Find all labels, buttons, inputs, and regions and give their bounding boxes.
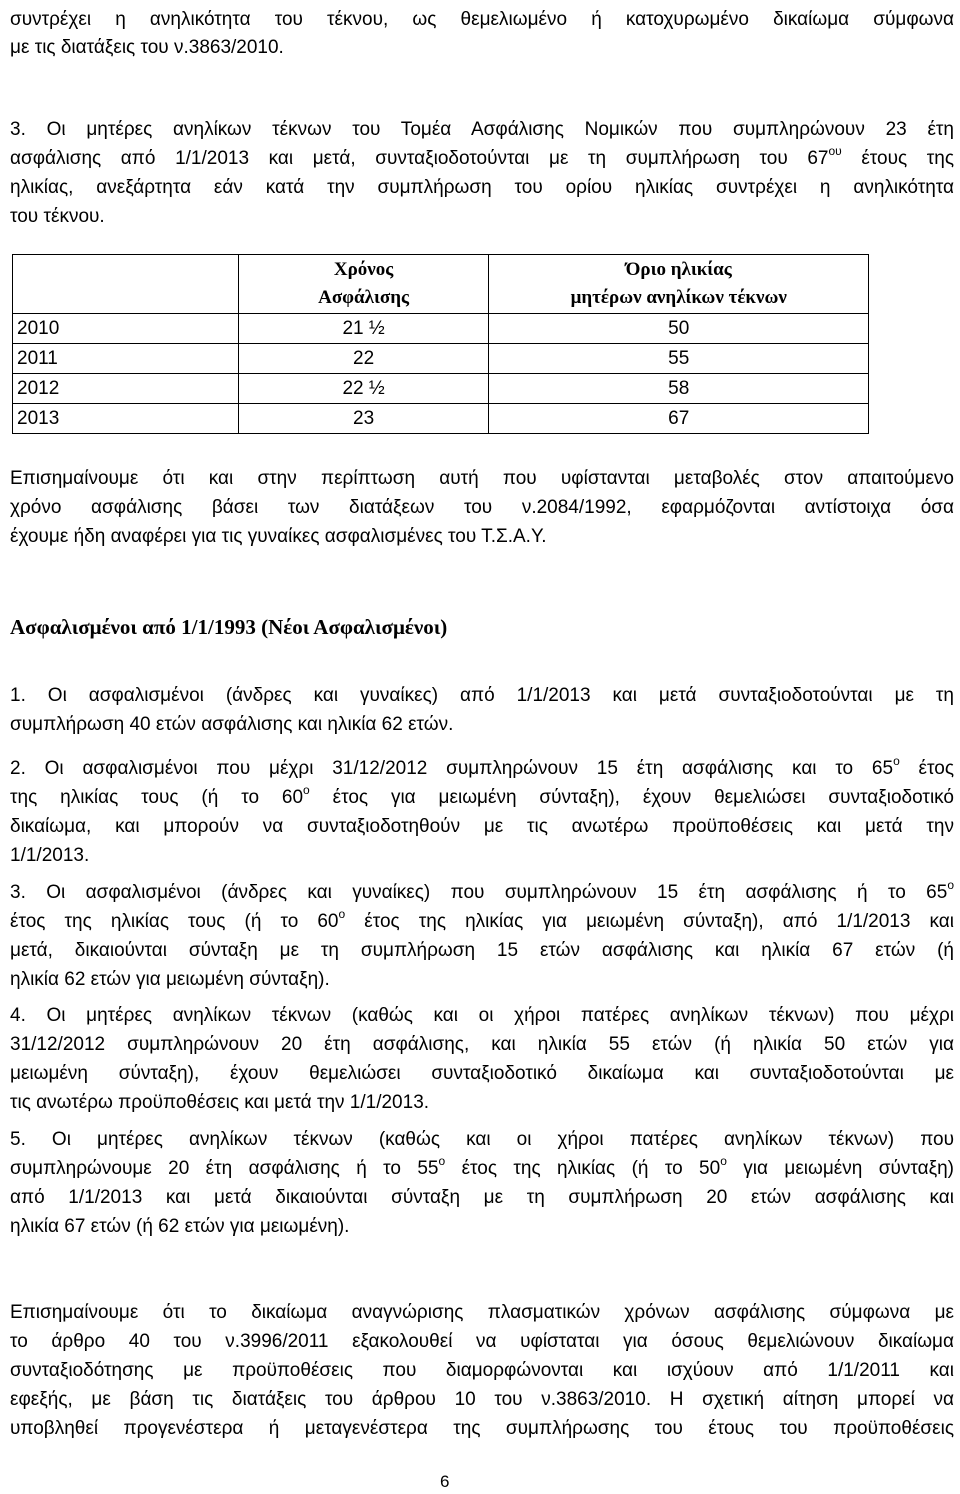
table-cell: 2011 bbox=[13, 344, 239, 374]
note1-line: Επισημαίνουμε ότι και στην περίπτωση αυτή που υφίστανται μεταβολές στον απαιτούμενο bbox=[10, 468, 954, 489]
item3b-line: ηλικία 62 ετών για μειωμένη σύνταξη). bbox=[10, 969, 330, 990]
item2-text: έτος για μειωμένη σύνταξη), έχουν θεμελιώσει συνταξιοδοτικό bbox=[309, 787, 954, 808]
item3-line2-tail: έτους της bbox=[841, 148, 954, 169]
header-line: Όριο ηλικίας bbox=[625, 259, 732, 280]
item3-line2-text: ασφάλισης από 1/1/2013 και μετά, συνταξιοδοτούνται με τη συμπλήρωση του 67 bbox=[10, 148, 829, 169]
item5-text: έτος της ηλικίας (ή το 50 bbox=[445, 1158, 721, 1179]
item4-line: τις ανωτέρω προϋποθέσεις και μετά την 1/1/2013. bbox=[10, 1092, 430, 1113]
item4-line: 31/12/2012 συμπληρώνουν 20 έτη ασφάλισης, και ηλικία 55 ετών (ή ηλικία 50 ετών για bbox=[10, 1034, 954, 1055]
item4-line: 4. Οι μητέρες ανηλίκων τέκνων (καθώς και οι χήροι πατέρες ανηλίκων τέκνων) που μέχρι bbox=[10, 1005, 954, 1026]
table-header-cell bbox=[13, 255, 239, 314]
header-line: Χρόνος bbox=[333, 259, 394, 280]
note2-line: το άρθρο 40 του ν.3996/2011 εξακολουθεί να υφίσταται για όσους θεμελιώνουν δικαίωμα bbox=[10, 1331, 954, 1352]
table-cell: 55 bbox=[489, 344, 869, 374]
table-cell: 22 ½ bbox=[238, 374, 489, 404]
item5-sup: ο bbox=[438, 1153, 446, 1168]
item3b-text: έτος της ηλικίας για μειωμένη σύνταξη), από 1/1/2013 και bbox=[345, 911, 954, 932]
item3b-text: έτος της ηλικίας τους (ή το 60 bbox=[10, 911, 339, 932]
item2-text: έτος bbox=[899, 758, 954, 779]
item3-line: 3. Οι μητέρες ανηλίκων τέκνων του Τομέα Ασφάλισης Νομικών που συμπληρώνουν 23 έτη bbox=[10, 119, 954, 140]
header-line: Ασφάλισης bbox=[318, 287, 410, 308]
item3-line2-sup: ου bbox=[828, 143, 842, 158]
item5-line bbox=[10, 1155, 954, 1183]
table-header-cell bbox=[238, 255, 489, 314]
item3-line: ηλικίας, ανεξάρτητα εάν κατά την συμπλήρωση του ορίου ηλικίας συντρέχει η ανηλικότητα bbox=[10, 177, 954, 198]
table-cell: 2010 bbox=[13, 314, 239, 344]
table-cell: 50 bbox=[489, 314, 869, 344]
header-line: μητέρων ανηλίκων τέκνων bbox=[570, 287, 787, 308]
page-number: 6 bbox=[440, 1472, 450, 1491]
item3b-line bbox=[10, 879, 954, 907]
note2-line: εφεξής, με βάση τις διατάξεις του άρθρου 10 του ν.3863/2010. Η σχετική αίτηση μπορεί να bbox=[10, 1389, 954, 1410]
note1-line: έχουμε ήδη αναφέρει για τις γυναίκες ασφαλισμένες του Τ.Σ.Α.Υ. bbox=[10, 526, 547, 547]
age-limit-table bbox=[12, 254, 869, 434]
item4-line: μειωμένη σύνταξη), έχουν θεμελιώσει συνταξιοδοτικό δικαίωμα και συνταξιοδοτούνται με bbox=[10, 1063, 954, 1084]
item1-line: συμπλήρωση 40 ετών ασφάλισης και ηλικία 62 ετών. bbox=[10, 714, 454, 735]
note2-line: συνταξιοδότησης με προϋποθέσεις που διαμορφώνονται και ισχύουν από 1/1/2011 και bbox=[10, 1360, 954, 1381]
item2-text: της ηλικίας τους (ή το 60 bbox=[10, 787, 304, 808]
item5-line: 5. Οι μητέρες ανηλίκων τέκνων (καθώς και οι χήροι πατέρες ανηλίκων τέκνων) που bbox=[10, 1129, 954, 1150]
item3b-sup: ο bbox=[338, 906, 346, 921]
item1-line: 1. Οι ασφαλισμένοι (άνδρες και γυναίκες) από 1/1/2013 και μετά συνταξιοδοτούνται με τη bbox=[10, 685, 954, 706]
table-row bbox=[13, 404, 869, 434]
item2-sup: ο bbox=[893, 753, 900, 768]
item3b-line bbox=[10, 908, 954, 936]
intro-line: με τις διατάξεις του ν.3863/2010. bbox=[10, 37, 284, 58]
table-cell: 2012 bbox=[13, 374, 239, 404]
item3b-text: 3. Οι ασφαλισμένοι (άνδρες και γυναίκες) που συμπληρώνουν 15 έτη ασφάλισης ή το 65 bbox=[10, 882, 948, 903]
item2-line bbox=[10, 755, 954, 783]
item2-sup: ο bbox=[303, 782, 310, 797]
section-heading: Ασφαλισμένοι από 1/1/1993 (Νέοι Ασφαλισμένοι) bbox=[10, 615, 448, 639]
table-cell: 2013 bbox=[13, 404, 239, 434]
item2-line: δικαίωμα, και μπορούν να συνταξιοδοτηθούν με τις ανωτέρω προϋποθέσεις και μετά την bbox=[10, 816, 954, 837]
table-cell: 21 ½ bbox=[238, 314, 489, 344]
table-cell: 58 bbox=[489, 374, 869, 404]
note2-line: υποβληθεί προγενέστερα ή μεταγενέστερα της συμπλήρωσης του έτους του προϋποθέσεις bbox=[10, 1418, 954, 1439]
note1-line: χρόνο ασφάλισης βάσει των διατάξεων του ν.2084/1992, εφαρμόζονται αντίστοιχα όσα bbox=[10, 497, 954, 518]
note2-line: Επισημαίνουμε ότι το δικαίωμα αναγνώρισης πλασματικών χρόνων ασφάλισης σύμφωνα με bbox=[10, 1302, 954, 1323]
item5-text: συμπληρώνουμε 20 έτη ασφάλισης ή το 55 bbox=[10, 1158, 439, 1179]
item5-line: ηλικία 67 ετών (ή 62 ετών για μειωμένη). bbox=[10, 1216, 350, 1237]
item2-line bbox=[10, 784, 954, 812]
table-header-cell bbox=[489, 255, 869, 314]
item3-line: του τέκνου. bbox=[10, 206, 105, 227]
table-cell: 23 bbox=[238, 404, 489, 434]
table-row bbox=[13, 374, 869, 404]
item2-text: 2. Οι ασφαλισμένοι που μέχρι 31/12/2012 συμπληρώνουν 15 έτη ασφάλισης και το 65 bbox=[10, 758, 894, 779]
item3-line bbox=[10, 145, 954, 173]
table-row bbox=[13, 314, 869, 344]
item3b-line: μετά, δικαιούνται σύνταξη με τη συμπλήρωση 15 ετών ασφάλισης και ηλικία 67 ετών (ή bbox=[10, 940, 954, 961]
item5-line: από 1/1/2013 και μετά δικαιούνται σύνταξη με τη συμπλήρωση 20 ετών ασφάλισης και bbox=[10, 1187, 954, 1208]
item5-sup: ο bbox=[720, 1153, 727, 1168]
item3b-sup: ο bbox=[947, 877, 954, 892]
intro-line: συντρέχει η ανηλικότητα του τέκνου, ως θεμελιωμένο ή κατοχυρωμένο δικαίωμα σύμφωνα bbox=[10, 9, 954, 30]
item5-text: για μειωμένη σύνταξη) bbox=[726, 1158, 954, 1179]
item2-line: 1/1/2013. bbox=[10, 845, 90, 866]
table-header-row bbox=[13, 255, 869, 314]
table-cell: 67 bbox=[489, 404, 869, 434]
table-cell: 22 bbox=[238, 344, 489, 374]
table-row bbox=[13, 344, 869, 374]
